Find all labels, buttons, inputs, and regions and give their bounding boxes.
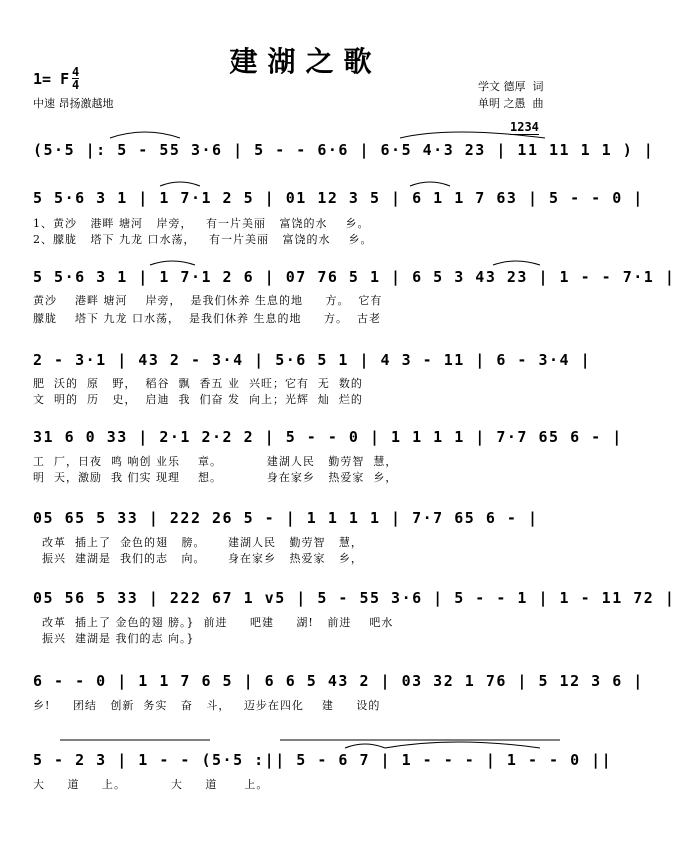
lyric-line: 朦胧 塔下 九龙 口水荡， 是我们休养 生息的地 方。 古老 xyxy=(33,312,381,325)
composer-credit: 单明 之愚 曲 xyxy=(478,97,544,110)
lyric-line: 振兴 建湖是 我们的志 向。 身在家乡 热爱家 乡， xyxy=(33,552,363,565)
notation-row: 5 5·6 3 1 | 1 7·1 2 6 | 07 76 5 1 | 6 5 3 43 23 | 1 - - 7·1 | xyxy=(33,268,675,286)
lyric-line: 改革 插上了 金色的翅 膀。 建湖人民 勤劳智 慧， xyxy=(33,536,363,549)
lyric-line: 改革 插上了 金色的翅 膀。} 前进 吧建 湖! 前进 吧水 xyxy=(33,616,394,629)
lyric-line: 黄沙 港畔 塘河 岸旁， 是我们休养 生息的地 方。 它有 xyxy=(33,294,383,307)
notation-row: 31 6 0 33 | 2·1 2·2 2 | 5 - - 0 | 1 1 1 1 | 7·7 65 6 - | xyxy=(33,428,623,446)
notation-row: (5·5 |: 5 - 55 3·6 | 5 - - 6·6 | 6·5 4·3 23 | 11 11 1 1 ) | xyxy=(33,141,655,159)
lyric-line: 肥 沃的 原 野， 稻谷 飘 香五 业 兴旺；它有 无 数的 xyxy=(33,377,363,390)
time-signature xyxy=(72,66,79,91)
notation-row: 05 65 5 33 | 222 26 5 - | 1 1 1 1 | 7·7 65 6 - | xyxy=(33,509,539,527)
lyric-line: 振兴 建湖是 我们的志 向。} xyxy=(33,632,195,645)
ending-bracket-label: 1234 xyxy=(510,120,539,134)
time-bottom: 4 xyxy=(72,78,80,92)
notation-row: 5 - 2 3 | 1 - - (5·5 :|| 5 - 6 7 | 1 - - - | 1 - - 0 || xyxy=(33,751,613,769)
notation-row: 5 5·6 3 1 | 1 7·1 2 5 | 01 12 3 5 | 6 1 1 7 63 | 5 - - 0 | xyxy=(33,189,644,207)
lyric-line: 明 天，激励 我 们实 现理 想。 身在家乡 热爱家 乡， xyxy=(33,471,398,484)
lyric-line: 乡! 团结 创新 务实 奋 斗， 迈步在四化 建 设的 xyxy=(33,699,381,712)
key-signature: 1= F xyxy=(33,70,70,88)
lyric-line: 大 道 上。 大 道 上。 xyxy=(33,778,269,791)
lyric-line: 2、朦胧 塔下 九龙 口水荡， 有一片美丽 富饶的水 乡。 xyxy=(33,233,373,246)
lyric-line: 工 厂，日夜 鸣 响创 业乐 章。 建湖人民 勤劳智 慧， xyxy=(33,455,398,468)
lyricist-credit: 学文 德厚 词 xyxy=(478,80,544,93)
time-top: 4 xyxy=(72,65,80,79)
lyric-line: 1、黄沙 港畔 塘河 岸旁， 有一片美丽 富饶的水 乡。 xyxy=(33,217,370,230)
notation-row: 2 - 3·1 | 43 2 - 3·4 | 5·6 5 1 | 4 3 - 11 | 6 - 3·4 | xyxy=(33,351,592,369)
song-title: 建湖之歌 xyxy=(229,45,382,78)
notation-row: 6 - - 0 | 1 1 7 6 5 | 6 6 5 43 2 | 03 32 1 76 | 5 12 3 6 | xyxy=(33,672,644,690)
lyric-line: 文 明的 历 史， 启迪 我 们奋 发 向上；光辉 灿 烂的 xyxy=(33,393,363,406)
tempo-marking: 中速 昂扬激越地 xyxy=(33,97,114,110)
notation-row: 05 56 5 33 | 222 67 1 v5 | 5 - 55 3·6 | 5 - - 1 | 1 - 11 72 | xyxy=(33,589,675,607)
